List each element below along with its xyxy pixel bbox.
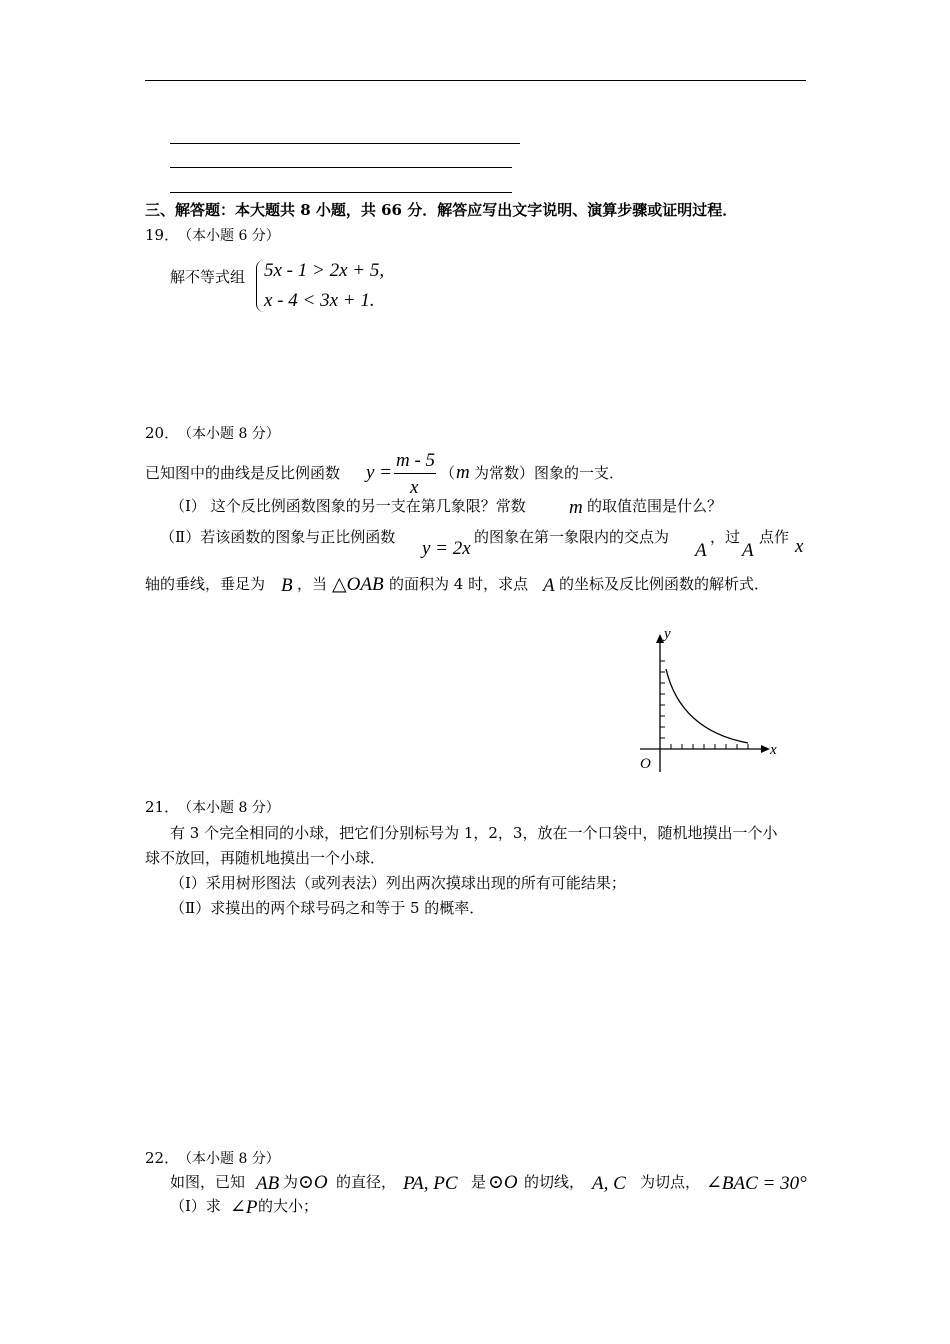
- graph-label-y: y: [664, 626, 671, 642]
- q20-part2-func: y = 2x: [422, 538, 471, 559]
- q22-line1-e: 的切线，: [524, 1173, 585, 1191]
- graph-y-ticks: [660, 661, 665, 738]
- q20-number: 20．: [145, 424, 180, 442]
- graph-hyperbola-branch: [666, 669, 748, 743]
- q22-score: （本小题 8 分）: [178, 1151, 280, 1167]
- q21-line2: 球不放回，再随机地摸出一个小球．: [145, 849, 386, 867]
- q22-number: 22．: [145, 1149, 180, 1167]
- q21-part2: （Ⅱ）求摸出的两个球号码之和等于 5 的概率．: [170, 899, 485, 917]
- q22-line1-b: 为: [283, 1173, 299, 1191]
- q19-inequality-1: 5x - 1 > 2x + 5,: [264, 260, 385, 281]
- q21-line1: 有 3 个完全相同的小球，把它们分别标号为 1，2，3，放在一个口袋中，随机地摸出一个小: [170, 824, 778, 842]
- q20-part1-post: 的取值范围是什么？: [587, 497, 723, 515]
- q20-part2-mid: 的图象在第一象限内的交点为: [474, 528, 670, 546]
- q22-part1-pre: （Ⅰ）求: [170, 1197, 221, 1215]
- q20-line3-triangle: △OAB: [332, 574, 384, 595]
- q20-var-m: m: [456, 462, 470, 483]
- answer-blank-line-2: [170, 167, 512, 168]
- q22-circle-o-2: ⊙O: [488, 1172, 518, 1193]
- graph-x-ticks: [671, 744, 748, 749]
- q20-part2-guo: ，过: [710, 528, 741, 546]
- q21-score: （本小题 8 分）: [178, 800, 280, 816]
- q20-score: （本小题 8 分）: [178, 426, 280, 442]
- q20-graph: [630, 622, 790, 777]
- q20-part2-var-a: A: [695, 540, 707, 561]
- q20-line3-var-b: B: [281, 575, 293, 596]
- q20-line3-pre: 轴的垂线，垂足为: [145, 575, 266, 593]
- q20-frac-denominator: x: [410, 477, 419, 498]
- q21-part1: （Ⅰ）采用树形图法（或列表法）列出两次摸球出现的所有可能结果；: [170, 874, 626, 892]
- q20-part2-dianzuo: 点作: [759, 528, 790, 546]
- q22-line1-f: 为切点，: [640, 1173, 701, 1191]
- q20-line1-post: 为常数）图象的一支．: [474, 464, 625, 482]
- q20-part2-var-a-2: A: [742, 540, 754, 561]
- q20-line1-paren: （: [440, 464, 456, 482]
- q19-prompt: 解不等式组: [170, 268, 246, 286]
- graph-x-arrow: [761, 745, 770, 753]
- q22-a-c: A, C: [592, 1173, 626, 1194]
- q22-circle-o: ⊙O: [298, 1172, 328, 1193]
- q22-angle-p: ∠P: [230, 1197, 258, 1218]
- q20-line1-pre: 已知图中的曲线是反比例函数: [145, 464, 341, 482]
- q20-func-y: y =: [366, 462, 393, 483]
- q22-angle-bac: ∠BAC = 30°: [706, 1173, 807, 1194]
- graph-label-origin: O: [640, 756, 651, 772]
- q20-line3-post: 的坐标及反比例函数的解析式．: [559, 575, 770, 593]
- q22-pa-pc: PA, PC: [403, 1173, 458, 1194]
- answer-blank-line-1: [170, 143, 520, 144]
- q20-part2-var-x: x: [795, 536, 804, 557]
- q22-line1-d: 是: [471, 1173, 487, 1191]
- q20-fraction-bar: [394, 473, 436, 474]
- q20-part1-pre: （Ⅰ） 这个反比例函数图象的另一支在第几象限？常数: [170, 497, 526, 515]
- q20-part1-var-m: m: [569, 497, 583, 518]
- q20-frac-numerator: m - 5: [396, 450, 436, 471]
- header-rule: [145, 80, 806, 81]
- section-3-header: 三、解答题：本大题共 8 小题，共 66 分．解答应写出文字说明、演算步骤或证明过程．: [145, 201, 738, 219]
- graph-y-arrow: [656, 634, 664, 643]
- q22-ab: AB: [256, 1173, 280, 1194]
- q20-line3-var-a: A: [543, 575, 555, 596]
- q19-score: （本小题 6 分）: [178, 228, 280, 244]
- q19-inequality-2: x - 4 < 3x + 1.: [264, 290, 375, 311]
- q20-part2-pre: （Ⅱ）若该函数的图象与正比例函数: [160, 528, 396, 546]
- q22-line1-a: 如图，已知: [170, 1173, 246, 1191]
- answer-blank-line-3: [170, 192, 512, 193]
- q19-number: 19．: [145, 226, 180, 244]
- q20-line3-dang: ，当: [297, 575, 328, 593]
- q21-number: 21．: [145, 798, 180, 816]
- q22-part1-post: 的大小；: [258, 1197, 319, 1215]
- q20-line3-mid: 的面积为 4 时，求点: [389, 575, 529, 593]
- q22-line1-c: 的直径，: [336, 1173, 397, 1191]
- graph-label-x: x: [770, 742, 777, 758]
